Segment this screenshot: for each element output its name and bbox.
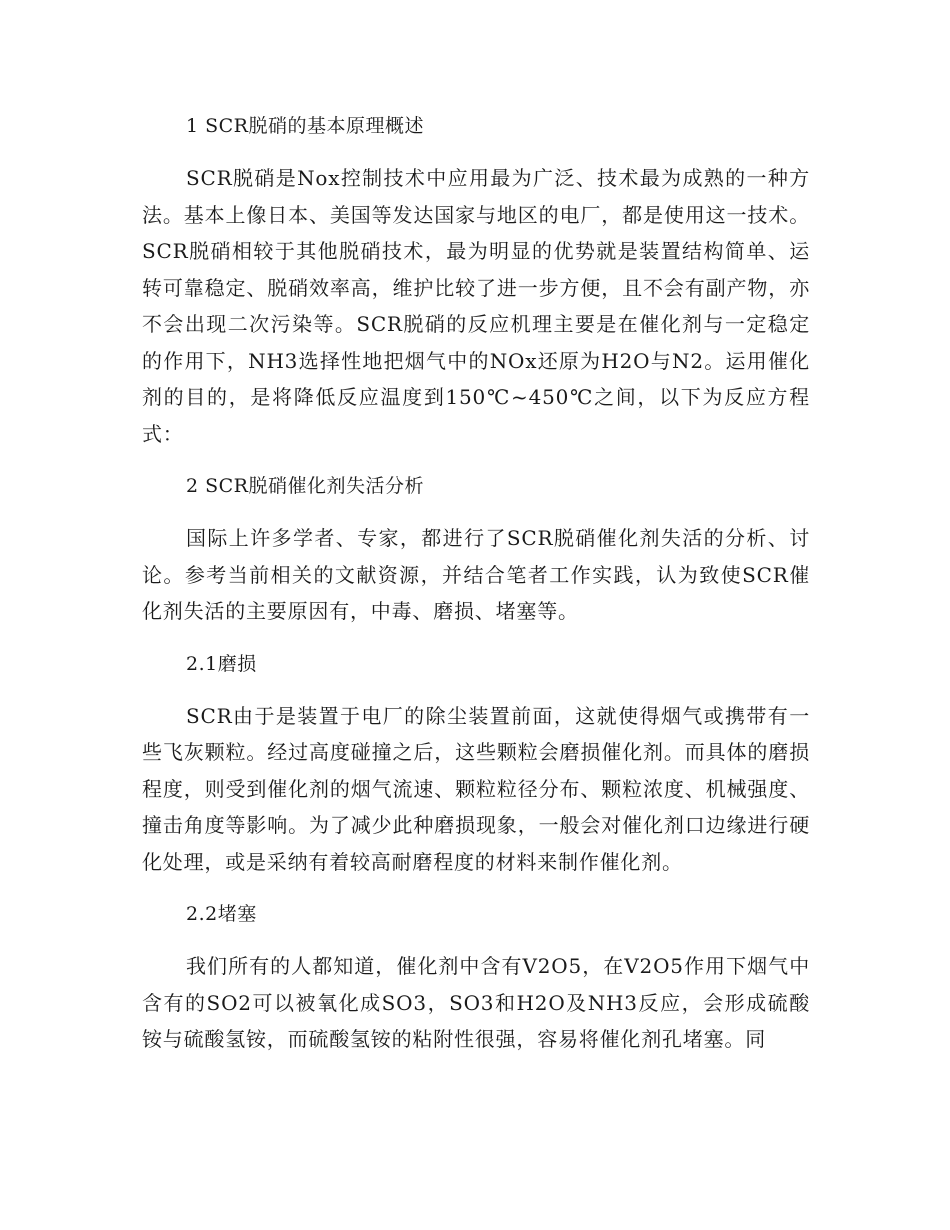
section-heading: 2 SCR脱硝催化剂失活分析 xyxy=(186,475,424,497)
section-paragraph: 我们所有的人都知道，催化剂中含有V2O5，在V2O5作用下烟气中含有的SO2可以被氧化成SO3，SO3和H2O及NH3反应，会形成硫酸铵与硫酸氢铵，而硫酸氢铵的粘附性很强，容易将催化剂孔堵塞。同 xyxy=(142,954,810,1051)
section-heading: 2.2堵塞 xyxy=(186,903,257,925)
section-paragraph: SCR由于是装置于电厂的除尘装置前面，这就使得烟气或携带有一些飞灰颗粒。经过高度碰撞之后，这些颗粒会磨损催化剂。而具体的磨损程度，则受到催化剂的烟气流速、颗粒粒径分布、颗粒浓度、机械强度、撞击角度等影响。为了减少此种磨损现象，一般会对催化剂口边缘进行硬化处理，或是采纳有着较高耐磨程度的材料来制作催化剂。 xyxy=(142,703,810,874)
document-page xyxy=(142,108,810,1058)
section-paragraph: SCR脱硝是Nox控制技术中应用最为广泛、技术最为成熟的一种方法。基本上像日本、美国等发达国家与地区的电厂，都是使用这一技术。SCR脱硝相较于其他脱硝技术，最为明显的优势就是装置结构简单、运转可靠稳定、脱硝效率高，维护比较了进一步方便，且不会有副产物，亦不会出现二次污染等。SCR脱硝的反应机理主要是在催化剂与一定稳定的作用下，NH3选择性地把烟气中的NOx还原为H2O与N2。运用催化剂的目的，是将降低反应温度到150℃~450℃之间，以下为反应方程式： xyxy=(142,166,810,446)
section-heading: 1 SCR脱硝的基本原理概述 xyxy=(186,115,424,137)
section-heading: 2.1磨损 xyxy=(186,652,257,675)
section-paragraph: 国际上许多学者、专家，都进行了SCR脱硝催化剂失活的分析、讨论。参考当前相关的文献资源，并结合笔者工作实践，认为致使SCR催化剂失活的主要原因有，中毒、磨损、堵塞等。 xyxy=(142,526,810,623)
